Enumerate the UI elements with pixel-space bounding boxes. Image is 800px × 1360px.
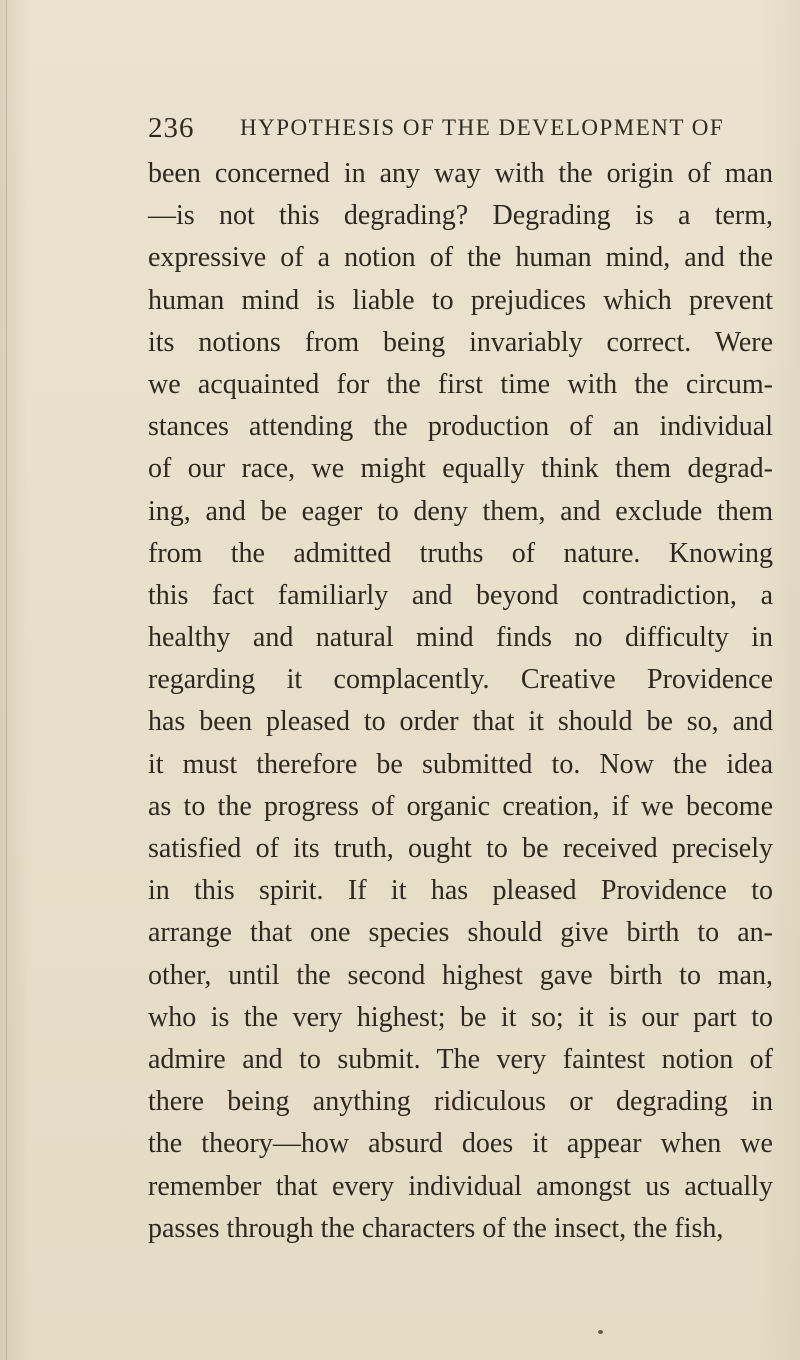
text-line: satisfied of its truth, ought to be received precisely: [148, 833, 773, 864]
text-line: from the admitted truths of nature. Knowing: [148, 537, 773, 569]
text-line: ing, and be eager to deny them, and exclude them: [148, 495, 773, 527]
page-number: 236: [148, 112, 195, 144]
text-line: there being anything ridiculous or degrading in: [148, 1086, 773, 1118]
text-line: in this spirit. If it has pleased Providence to: [148, 875, 773, 907]
ink-speck: [598, 1330, 603, 1334]
text-line: regarding it complacently. Creative Providence: [148, 664, 773, 696]
text-line: who is the very highest; be it so; it is our part to: [148, 1001, 773, 1033]
text-line: passes through the characters of the insect, the fish,: [148, 1212, 724, 1244]
running-head: [148, 112, 748, 152]
text-line: it must therefore be submitted to. Now the idea: [148, 748, 773, 780]
text-line: remember that every individual amongst us actually: [148, 1170, 773, 1202]
text-line: the theory—how absurd does it appear when we: [148, 1128, 773, 1160]
text-line: admire and to submit. The very faintest notion of: [148, 1043, 773, 1075]
text-line: of our race, we might equally think them degrad-: [148, 453, 773, 485]
text-line: has been pleased to order that it should be so, and: [148, 706, 773, 738]
text-line: we acquainted for the first time with the circum-: [148, 368, 773, 400]
page-edge: [6, 0, 7, 1360]
text-line: human mind is liable to prejudices which prevent: [148, 284, 773, 316]
text-line: arrange that one species should give birth to an-: [148, 917, 773, 949]
text-line: expressive of a notion of the human mind, and the: [148, 242, 773, 274]
body-text: [148, 153, 773, 1250]
text-line: been concerned in any way with the origin of man: [148, 158, 773, 189]
text-line: as to the progress of organic creation, if we become: [148, 790, 773, 822]
text-line: —is not this degrading? Degrading is a term,: [148, 200, 773, 232]
text-line: this fact familiarly and beyond contradiction, a: [148, 579, 773, 611]
text-line: stances attending the production of an individual: [148, 411, 773, 443]
text-line: healthy and natural mind finds no difficulty in: [148, 622, 773, 654]
running-title: HYPOTHESIS OF THE DEVELOPMENT OF: [240, 115, 725, 140]
text-line: its notions from being invariably correct. Were: [148, 326, 773, 358]
text-line: other, until the second highest gave birth to man,: [148, 959, 773, 991]
